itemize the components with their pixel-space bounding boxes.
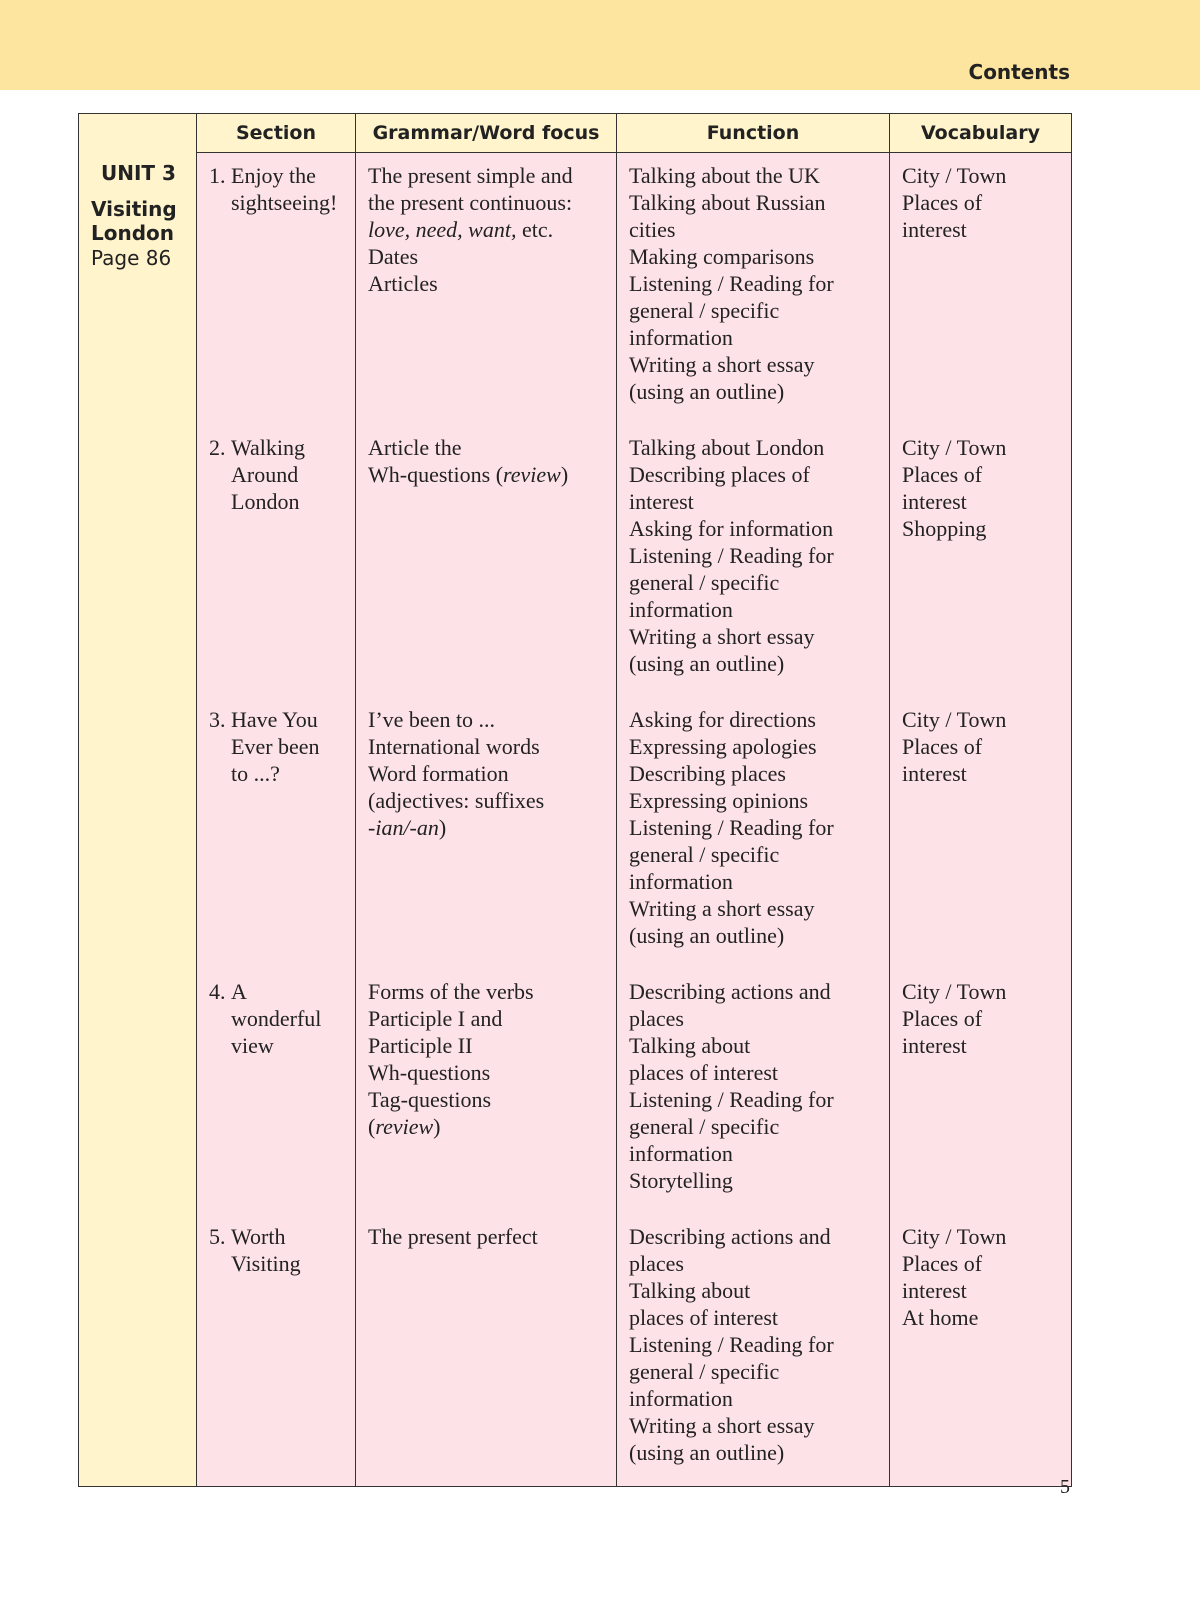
table-row bbox=[79, 969, 1072, 1214]
section-title-line[interactable]: wonderful bbox=[231, 1006, 322, 1031]
section-title-line[interactable]: view bbox=[231, 1033, 274, 1058]
section-cell bbox=[197, 697, 356, 969]
grammar-text: Wh-questions ( bbox=[368, 462, 504, 487]
grammar-line: Participle II bbox=[368, 1033, 473, 1058]
page-title: Contents bbox=[968, 60, 1070, 84]
section-title-line[interactable]: Visiting bbox=[231, 1251, 301, 1276]
function-line: general / specific bbox=[629, 842, 780, 867]
unit-title-line: Visiting bbox=[91, 196, 177, 221]
section-number: 2. bbox=[209, 435, 226, 460]
vocabulary-line: Places of bbox=[902, 1251, 983, 1276]
section-cell bbox=[197, 153, 356, 426]
vocabulary-line: interest bbox=[902, 1033, 967, 1058]
section-title-line[interactable]: to ...? bbox=[231, 761, 280, 786]
function-line: general / specific bbox=[629, 1359, 780, 1384]
grammar-text: ) bbox=[560, 462, 569, 487]
vocabulary-line: City / Town bbox=[902, 979, 1007, 1004]
function-cell bbox=[617, 697, 890, 969]
function-line: Writing a short essay bbox=[629, 1413, 815, 1438]
header-row bbox=[79, 114, 1072, 153]
vocabulary-line: Places of bbox=[902, 190, 983, 215]
header-corner bbox=[79, 114, 197, 153]
vocabulary-line: Places of bbox=[902, 1006, 983, 1031]
function-line: (using an outline) bbox=[629, 651, 785, 676]
vocabulary-line: City / Town bbox=[902, 163, 1007, 188]
vocabulary-line: Places of bbox=[902, 462, 983, 487]
grammar-line: International words bbox=[368, 734, 540, 759]
section-number: 4. bbox=[209, 979, 226, 1004]
function-line: places bbox=[629, 1006, 684, 1031]
vocabulary-cell bbox=[890, 425, 1072, 697]
grammar-cell bbox=[356, 1214, 617, 1487]
grammar-line bbox=[368, 461, 608, 488]
section-number: 3. bbox=[209, 707, 226, 732]
section-title-line[interactable]: sightseeing! bbox=[231, 190, 338, 215]
function-cell bbox=[617, 153, 890, 426]
function-cell bbox=[617, 969, 890, 1214]
function-line: Asking for directions bbox=[629, 707, 816, 732]
unit-page-link[interactable]: Page 86 bbox=[91, 245, 172, 270]
vocabulary-cell bbox=[890, 969, 1072, 1214]
function-line: general / specific bbox=[629, 570, 780, 595]
function-line: (using an outline) bbox=[629, 379, 785, 404]
table-row bbox=[79, 153, 1072, 426]
section-number: 1. bbox=[209, 163, 226, 188]
unit-label: UNIT 3 bbox=[101, 160, 176, 185]
vocabulary-line: interest bbox=[902, 761, 967, 786]
function-line: information bbox=[629, 869, 733, 894]
function-line: Expressing opinions bbox=[629, 788, 809, 813]
vocabulary-line: City / Town bbox=[902, 1224, 1007, 1249]
grammar-line bbox=[368, 216, 608, 243]
grammar-cell bbox=[356, 697, 617, 969]
table-row bbox=[79, 425, 1072, 697]
function-line: Writing a short essay bbox=[629, 352, 815, 377]
vocabulary-cell bbox=[890, 153, 1072, 426]
function-line: Expressing apologies bbox=[629, 734, 817, 759]
function-line: information bbox=[629, 1141, 733, 1166]
function-line: places of interest bbox=[629, 1060, 779, 1085]
function-line: Listening / Reading for bbox=[629, 815, 834, 840]
function-line: Describing actions and bbox=[629, 979, 831, 1004]
grammar-line: Wh-questions bbox=[368, 1060, 491, 1085]
function-line: Writing a short essay bbox=[629, 624, 815, 649]
grammar-line: (adjectives: suffixes bbox=[368, 788, 545, 813]
grammar-cell bbox=[356, 425, 617, 697]
grammar-line: Tag-questions bbox=[368, 1087, 492, 1112]
function-line: general / specific bbox=[629, 1114, 780, 1139]
column-header-vocabulary: Vocabulary bbox=[890, 114, 1072, 153]
function-line: Storytelling bbox=[629, 1168, 733, 1193]
function-line: Talking about London bbox=[629, 435, 825, 460]
page-number: 5 bbox=[1060, 1476, 1070, 1498]
grammar-line: Forms of the verbs bbox=[368, 979, 534, 1004]
function-line: interest bbox=[629, 489, 694, 514]
function-line: Listening / Reading for bbox=[629, 543, 834, 568]
function-line: general / specific bbox=[629, 298, 780, 323]
section-title-line[interactable]: Ever been bbox=[231, 734, 320, 759]
function-line: Making comparisons bbox=[629, 244, 815, 269]
grammar-line: the present continuous: bbox=[368, 190, 573, 215]
function-line: places of interest bbox=[629, 1305, 779, 1330]
column-header-function: Function bbox=[617, 114, 890, 153]
section-cell bbox=[197, 969, 356, 1214]
function-line: information bbox=[629, 325, 733, 350]
grammar-italic: review bbox=[375, 1114, 434, 1139]
table-row bbox=[79, 1214, 1072, 1487]
section-title-line[interactable]: Have You bbox=[231, 707, 318, 732]
vocabulary-line: Shopping bbox=[902, 516, 987, 541]
function-line: Talking about bbox=[629, 1278, 751, 1303]
section-title-line[interactable]: A bbox=[231, 979, 247, 1004]
grammar-line: Word formation bbox=[368, 761, 509, 786]
grammar-text: ) bbox=[438, 815, 447, 840]
function-line: (using an outline) bbox=[629, 923, 785, 948]
grammar-line: The present perfect bbox=[368, 1224, 538, 1249]
function-line: Asking for information bbox=[629, 516, 834, 541]
grammar-italic: review bbox=[503, 462, 561, 487]
function-line: Listening / Reading for bbox=[629, 1332, 834, 1357]
grammar-text: etc. bbox=[516, 217, 554, 242]
function-line: Talking about Russian bbox=[629, 190, 826, 215]
vocabulary-line: Places of bbox=[902, 734, 983, 759]
function-line: Talking about bbox=[629, 1033, 751, 1058]
grammar-line bbox=[368, 814, 608, 841]
vocabulary-line: At home bbox=[902, 1305, 979, 1330]
function-cell bbox=[617, 1214, 890, 1487]
contents-table bbox=[78, 113, 1072, 1487]
grammar-line: Articles bbox=[368, 271, 438, 296]
function-line: places bbox=[629, 1251, 684, 1276]
function-line: information bbox=[629, 597, 733, 622]
grammar-italic: -ian/-an bbox=[368, 815, 439, 840]
vocabulary-line: City / Town bbox=[902, 707, 1007, 732]
section-title-line[interactable]: Around bbox=[231, 462, 299, 487]
column-header-section: Section bbox=[197, 114, 356, 153]
section-cell bbox=[197, 425, 356, 697]
grammar-line bbox=[368, 1113, 608, 1140]
grammar-italic: love, need, want, bbox=[368, 217, 517, 242]
function-line: Writing a short essay bbox=[629, 896, 815, 921]
function-line: Describing actions and bbox=[629, 1224, 831, 1249]
function-line: (using an outline) bbox=[629, 1440, 785, 1465]
vocabulary-line: interest bbox=[902, 217, 967, 242]
vocabulary-cell bbox=[890, 697, 1072, 969]
grammar-line: I’ve been to ... bbox=[368, 707, 496, 732]
section-title-line[interactable]: Walking bbox=[231, 435, 305, 460]
table-row bbox=[79, 697, 1072, 969]
grammar-text: ) bbox=[433, 1114, 441, 1139]
grammar-cell bbox=[356, 153, 617, 426]
unit-cell bbox=[79, 153, 197, 1487]
grammar-line: Participle I and bbox=[368, 1006, 503, 1031]
function-line: information bbox=[629, 1386, 733, 1411]
vocabulary-cell bbox=[890, 1214, 1072, 1487]
function-line: cities bbox=[629, 217, 676, 242]
section-title-line[interactable]: Enjoy the bbox=[231, 163, 316, 188]
vocabulary-line: interest bbox=[902, 489, 967, 514]
function-line: Talking about the UK bbox=[629, 163, 820, 188]
function-cell bbox=[617, 425, 890, 697]
section-cell bbox=[197, 1214, 356, 1487]
vocabulary-line: City / Town bbox=[902, 435, 1007, 460]
grammar-text: ( bbox=[368, 1114, 376, 1139]
grammar-line: Article the bbox=[368, 435, 462, 460]
section-number: 5. bbox=[209, 1224, 226, 1249]
vocabulary-line: interest bbox=[902, 1278, 967, 1303]
grammar-line: Dates bbox=[368, 244, 419, 269]
section-title-line[interactable]: London bbox=[231, 489, 300, 514]
function-line: Listening / Reading for bbox=[629, 271, 834, 296]
section-title-line[interactable]: Worth bbox=[231, 1224, 286, 1249]
unit-title-line: London bbox=[91, 220, 175, 245]
column-header-grammar: Grammar/Word focus bbox=[356, 114, 617, 153]
grammar-line: The present simple and bbox=[368, 163, 573, 188]
function-line: Listening / Reading for bbox=[629, 1087, 834, 1112]
function-line: Describing places of bbox=[629, 462, 810, 487]
grammar-cell bbox=[356, 969, 617, 1214]
function-line: Describing places bbox=[629, 761, 786, 786]
